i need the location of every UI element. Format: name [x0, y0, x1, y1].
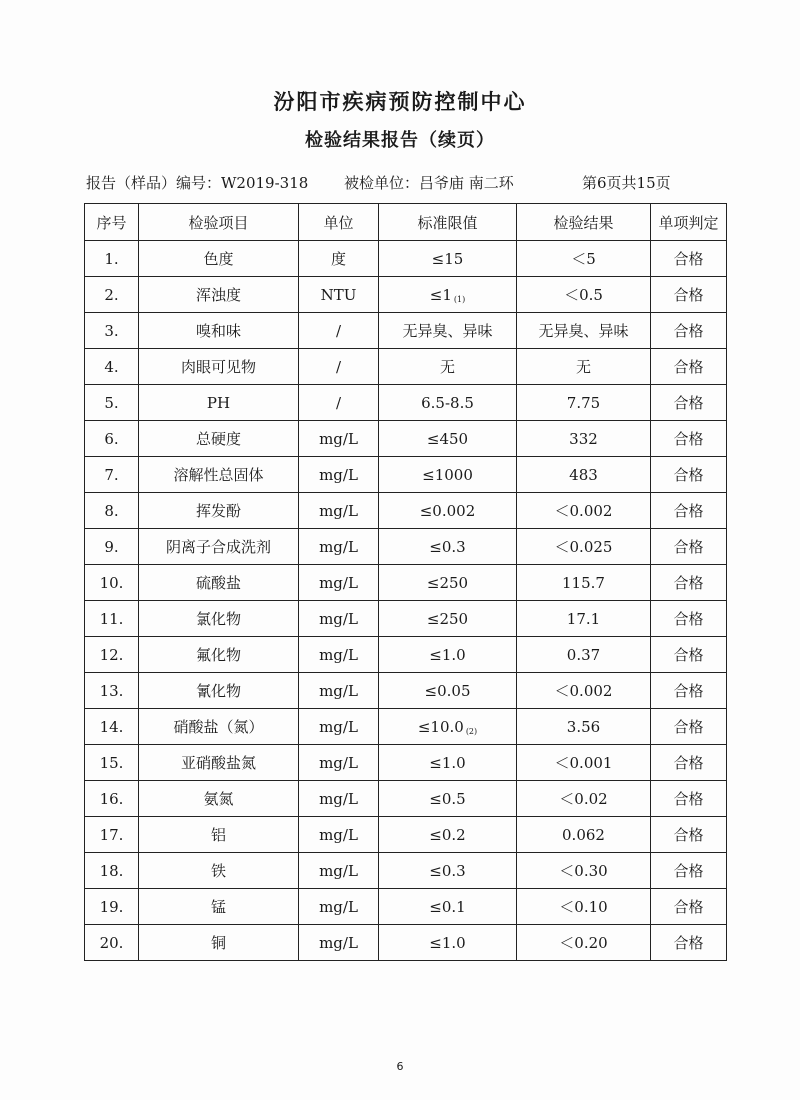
page-number: 6 — [396, 1060, 404, 1073]
cell-verdict — [651, 637, 727, 673]
table-row — [85, 385, 727, 421]
cell-result-text: ＜0.02 — [559, 790, 608, 808]
cell-result-text: ＜0.20 — [559, 934, 608, 952]
cell-result-text: ＜0.001 — [554, 754, 613, 772]
cell-no — [85, 889, 139, 925]
cell-result-text: ＜0.025 — [554, 538, 613, 556]
col-header-unit: 单位 — [299, 204, 379, 241]
cell-no — [85, 457, 139, 493]
cell-result — [517, 817, 651, 853]
cell-no-text: 7. — [104, 465, 119, 484]
cell-result-text: 115.7 — [562, 573, 605, 592]
cell-result-text: 无 — [575, 358, 591, 376]
cell-limit-text: ≤1000 — [422, 465, 473, 484]
table-row — [85, 421, 727, 457]
table-row — [85, 277, 727, 313]
cell-item-text: 氨氮 — [203, 790, 234, 808]
cell-limit — [379, 601, 517, 637]
cell-no — [85, 817, 139, 853]
cell-no — [85, 277, 139, 313]
table-row — [85, 313, 727, 349]
cell-verdict — [651, 493, 727, 529]
cell-result — [517, 277, 651, 313]
cell-no-text: 13. — [99, 681, 124, 700]
cell-limit-text: 无 — [439, 358, 455, 376]
cell-limit-text: ≤1.0 — [429, 753, 466, 772]
table-header-row — [85, 204, 727, 241]
table-row — [85, 673, 727, 709]
cell-verdict-text: 合格 — [673, 430, 704, 448]
cell-item-text: 铝 — [210, 826, 226, 844]
cell-result — [517, 709, 651, 745]
cell-no-text: 5. — [104, 393, 119, 412]
cell-no-text: 16. — [99, 789, 124, 808]
cell-item — [139, 313, 299, 349]
cell-result — [517, 241, 651, 277]
cell-limit — [379, 817, 517, 853]
table-row — [85, 601, 727, 637]
cell-item-text: 肉眼可见物 — [180, 358, 256, 376]
cell-verdict-text: 合格 — [673, 610, 704, 628]
cell-item-text: 铁 — [210, 862, 226, 880]
cell-item-text: 色度 — [203, 250, 234, 268]
cell-verdict — [651, 421, 727, 457]
cell-verdict-text: 合格 — [673, 250, 704, 268]
cell-verdict — [651, 673, 727, 709]
cell-no — [85, 781, 139, 817]
cell-limit-text: ≤1.0 — [429, 645, 466, 664]
col-header-item: 检验项目 — [139, 204, 299, 241]
cell-limit — [379, 709, 517, 745]
cell-verdict-text: 合格 — [673, 862, 704, 880]
cell-no-text: 9. — [104, 537, 119, 556]
footnote-marker: (1) — [453, 294, 466, 304]
cell-result — [517, 781, 651, 817]
cell-item — [139, 781, 299, 817]
cell-item — [139, 817, 299, 853]
cell-verdict-text: 合格 — [673, 286, 704, 304]
cell-item-text: 挥发酚 — [195, 502, 241, 520]
cell-verdict-text: 合格 — [673, 322, 704, 340]
cell-unit — [299, 889, 379, 925]
cell-no — [85, 745, 139, 781]
cell-result-text: 483 — [569, 465, 598, 484]
cell-unit-text: mg/L — [319, 645, 358, 664]
cell-verdict — [651, 745, 727, 781]
cell-unit-text: mg/L — [319, 897, 358, 916]
cell-result-text: 0.062 — [562, 825, 605, 844]
cell-limit-text: ≤450 — [426, 429, 469, 448]
cell-item — [139, 493, 299, 529]
cell-item — [139, 925, 299, 961]
table-row — [85, 745, 727, 781]
cell-result — [517, 637, 651, 673]
cell-no — [85, 853, 139, 889]
cell-unit — [299, 637, 379, 673]
cell-verdict — [651, 817, 727, 853]
cell-result-text: 7.75 — [566, 393, 601, 412]
cell-no — [85, 925, 139, 961]
cell-unit-text: mg/L — [319, 681, 358, 700]
cell-no-text: 8. — [104, 501, 119, 520]
cell-result-text: 3.56 — [566, 717, 601, 736]
cell-no — [85, 529, 139, 565]
cell-limit-text: ≤10.0 — [417, 717, 464, 736]
cell-verdict-text: 合格 — [673, 934, 704, 952]
cell-verdict — [651, 457, 727, 493]
cell-verdict — [651, 565, 727, 601]
cell-result-text: 17.1 — [566, 609, 601, 628]
table-row — [85, 889, 727, 925]
table-body — [85, 241, 727, 961]
cell-limit-text: ≤0.5 — [429, 789, 466, 808]
inspected-unit: 被检单位：吕爷庙 南二环 — [344, 174, 514, 192]
cell-unit — [299, 925, 379, 961]
cell-verdict — [651, 385, 727, 421]
cell-no-text: 17. — [99, 825, 124, 844]
cell-no-text: 15. — [99, 753, 124, 772]
cell-unit — [299, 493, 379, 529]
cell-no-text: 18. — [99, 861, 124, 880]
cell-verdict-text: 合格 — [673, 574, 704, 592]
col-header-verdict: 单项判定 — [651, 204, 727, 241]
cell-verdict — [651, 241, 727, 277]
cell-item — [139, 241, 299, 277]
cell-no — [85, 637, 139, 673]
cell-result — [517, 349, 651, 385]
table-row — [85, 493, 727, 529]
table-row — [85, 925, 727, 961]
cell-no — [85, 349, 139, 385]
cell-item-text: 总硬度 — [195, 430, 241, 448]
cell-limit — [379, 493, 517, 529]
table-row — [85, 565, 727, 601]
cell-unit-text: mg/L — [319, 717, 358, 736]
cell-verdict — [651, 889, 727, 925]
cell-no-text: 4. — [104, 357, 119, 376]
cell-item-text: 铜 — [210, 934, 226, 952]
cell-verdict-text: 合格 — [673, 790, 704, 808]
table-row — [85, 781, 727, 817]
cell-limit — [379, 565, 517, 601]
cell-result — [517, 529, 651, 565]
cell-unit-text: mg/L — [319, 825, 358, 844]
cell-no-text: 12. — [99, 645, 124, 664]
cell-result-text: 无异臭、异味 — [538, 322, 629, 340]
cell-item-text: 氰化物 — [195, 682, 241, 700]
cell-item — [139, 277, 299, 313]
organization-title: 汾阳市疾病预防控制中心 — [273, 90, 527, 114]
cell-item — [139, 853, 299, 889]
cell-no-text: 3. — [104, 321, 119, 340]
cell-result-text: ＜0.30 — [559, 862, 608, 880]
cell-item-text: 氯化物 — [195, 610, 241, 628]
cell-limit — [379, 925, 517, 961]
cell-limit — [379, 745, 517, 781]
cell-no — [85, 565, 139, 601]
cell-verdict — [651, 349, 727, 385]
cell-unit — [299, 457, 379, 493]
cell-limit — [379, 853, 517, 889]
cell-item-text: 硝酸盐（氮） — [173, 718, 264, 736]
cell-verdict-text: 合格 — [673, 718, 704, 736]
cell-limit-text: ≤1.0 — [429, 933, 466, 952]
cell-unit-text: / — [335, 321, 342, 340]
cell-item-text: 锰 — [210, 898, 226, 916]
cell-limit — [379, 889, 517, 925]
cell-no — [85, 601, 139, 637]
cell-limit-text: 6.5-8.5 — [421, 393, 474, 412]
cell-no-text: 14. — [99, 717, 124, 736]
cell-verdict-text: 合格 — [673, 682, 704, 700]
footnote-marker: (2) — [465, 726, 478, 736]
cell-item — [139, 565, 299, 601]
cell-unit-text: / — [335, 393, 342, 412]
cell-item-text: PH — [206, 393, 231, 412]
table-row — [85, 709, 727, 745]
cell-result-text: ＜5 — [571, 250, 596, 268]
cell-unit — [299, 709, 379, 745]
cell-verdict-text: 合格 — [673, 646, 704, 664]
report-number: 报告（样品）编号：W2019-318 — [86, 174, 309, 192]
cell-unit-text: mg/L — [319, 429, 358, 448]
report-title: 检验结果报告（续页） — [305, 130, 495, 151]
cell-no-text: 6. — [104, 429, 119, 448]
cell-result — [517, 853, 651, 889]
cell-unit — [299, 745, 379, 781]
cell-unit-text: mg/L — [319, 609, 358, 628]
table-row — [85, 457, 727, 493]
cell-limit-text: ≤0.1 — [429, 897, 466, 916]
col-header-limit: 标准限值 — [379, 204, 517, 241]
cell-verdict-text: 合格 — [673, 466, 704, 484]
cell-result — [517, 385, 651, 421]
cell-no-text: 10. — [99, 573, 124, 592]
cell-limit — [379, 349, 517, 385]
cell-verdict-text: 合格 — [673, 754, 704, 772]
cell-no-text: 19. — [99, 897, 124, 916]
cell-no — [85, 673, 139, 709]
cell-item — [139, 421, 299, 457]
cell-limit — [379, 637, 517, 673]
cell-verdict-text: 合格 — [673, 538, 704, 556]
cell-verdict — [651, 277, 727, 313]
report-meta — [86, 172, 706, 196]
cell-no — [85, 709, 139, 745]
table-row — [85, 529, 727, 565]
cell-limit — [379, 241, 517, 277]
cell-unit — [299, 817, 379, 853]
cell-no — [85, 421, 139, 457]
table-row — [85, 637, 727, 673]
cell-limit — [379, 313, 517, 349]
cell-unit — [299, 385, 379, 421]
cell-result — [517, 889, 651, 925]
cell-unit-text: mg/L — [319, 573, 358, 592]
cell-unit — [299, 529, 379, 565]
cell-unit — [299, 781, 379, 817]
cell-item-text: 浑浊度 — [195, 286, 241, 304]
cell-verdict — [651, 529, 727, 565]
cell-no — [85, 493, 139, 529]
cell-item — [139, 601, 299, 637]
cell-unit — [299, 601, 379, 637]
cell-no-text: 2. — [104, 285, 119, 304]
cell-item — [139, 709, 299, 745]
cell-limit-text: ≤0.05 — [424, 681, 471, 700]
cell-item-text: 硫酸盐 — [195, 574, 241, 592]
cell-result-text: ＜0.002 — [554, 682, 613, 700]
cell-limit-text: ≤15 — [431, 249, 464, 268]
cell-verdict-text: 合格 — [673, 898, 704, 916]
cell-unit-text: mg/L — [319, 537, 358, 556]
cell-verdict-text: 合格 — [673, 502, 704, 520]
cell-limit-text: ≤250 — [426, 609, 469, 628]
cell-limit-text: ≤0.3 — [429, 537, 466, 556]
col-header-result: 检验结果 — [517, 204, 651, 241]
cell-no-text: 20. — [99, 933, 124, 952]
cell-no — [85, 241, 139, 277]
cell-limit-text: ≤0.002 — [419, 501, 476, 520]
cell-unit-text: mg/L — [319, 789, 358, 808]
cell-item — [139, 529, 299, 565]
cell-limit — [379, 673, 517, 709]
cell-unit-text: mg/L — [319, 753, 358, 772]
cell-unit-text: mg/L — [319, 465, 358, 484]
cell-unit-text: mg/L — [319, 501, 358, 520]
cell-limit-text: ≤0.3 — [429, 861, 466, 880]
cell-no — [85, 313, 139, 349]
cell-limit — [379, 457, 517, 493]
cell-limit-text: ≤1 — [429, 285, 452, 304]
cell-unit-text: mg/L — [319, 933, 358, 952]
cell-result — [517, 601, 651, 637]
cell-result-text: ＜0.002 — [554, 502, 613, 520]
cell-limit-text: 无异臭、异味 — [402, 322, 493, 340]
cell-item-text: 氟化物 — [195, 646, 241, 664]
cell-result — [517, 457, 651, 493]
results-table — [84, 203, 727, 961]
page-info: 第6页共15页 — [582, 174, 671, 192]
cell-result — [517, 493, 651, 529]
cell-unit-text: / — [335, 357, 342, 376]
cell-item — [139, 385, 299, 421]
cell-unit-text: NTU — [320, 285, 357, 304]
cell-result — [517, 313, 651, 349]
cell-verdict-text: 合格 — [673, 826, 704, 844]
cell-result-text: ＜0.10 — [559, 898, 608, 916]
cell-item — [139, 745, 299, 781]
cell-verdict — [651, 601, 727, 637]
cell-unit — [299, 673, 379, 709]
table-row — [85, 349, 727, 385]
cell-unit — [299, 313, 379, 349]
cell-item — [139, 637, 299, 673]
table-row — [85, 241, 727, 277]
cell-result-text: ＜0.5 — [564, 286, 603, 304]
cell-item-text: 亚硝酸盐氮 — [180, 754, 256, 772]
cell-result — [517, 925, 651, 961]
cell-verdict — [651, 925, 727, 961]
cell-item — [139, 889, 299, 925]
table-row — [85, 817, 727, 853]
cell-result — [517, 421, 651, 457]
cell-limit — [379, 385, 517, 421]
cell-unit-text: mg/L — [319, 861, 358, 880]
cell-result-text: 332 — [569, 429, 598, 448]
cell-unit — [299, 853, 379, 889]
cell-unit — [299, 565, 379, 601]
cell-unit — [299, 241, 379, 277]
cell-verdict — [651, 709, 727, 745]
cell-unit — [299, 421, 379, 457]
cell-item — [139, 349, 299, 385]
cell-item-text: 阴离子合成洗剂 — [165, 538, 271, 556]
cell-verdict-text: 合格 — [673, 358, 704, 376]
col-header-no: 序号 — [85, 204, 139, 241]
cell-verdict — [651, 853, 727, 889]
cell-verdict — [651, 313, 727, 349]
cell-limit — [379, 529, 517, 565]
cell-verdict-text: 合格 — [673, 394, 704, 412]
cell-limit-text: ≤0.2 — [429, 825, 466, 844]
table-row — [85, 853, 727, 889]
cell-unit — [299, 277, 379, 313]
cell-limit-text: ≤250 — [426, 573, 469, 592]
cell-limit — [379, 781, 517, 817]
cell-result — [517, 565, 651, 601]
cell-item-text: 嗅和味 — [195, 322, 241, 340]
cell-unit-text: 度 — [330, 250, 346, 268]
cell-verdict — [651, 781, 727, 817]
cell-unit — [299, 349, 379, 385]
cell-result — [517, 673, 651, 709]
cell-result-text: 0.37 — [566, 645, 601, 664]
cell-limit — [379, 421, 517, 457]
cell-limit — [379, 277, 517, 313]
cell-item — [139, 673, 299, 709]
cell-no — [85, 385, 139, 421]
cell-item — [139, 457, 299, 493]
cell-item-text: 溶解性总固体 — [173, 466, 264, 484]
cell-no-text: 11. — [99, 609, 124, 628]
cell-result — [517, 745, 651, 781]
cell-no-text: 1. — [104, 249, 119, 268]
